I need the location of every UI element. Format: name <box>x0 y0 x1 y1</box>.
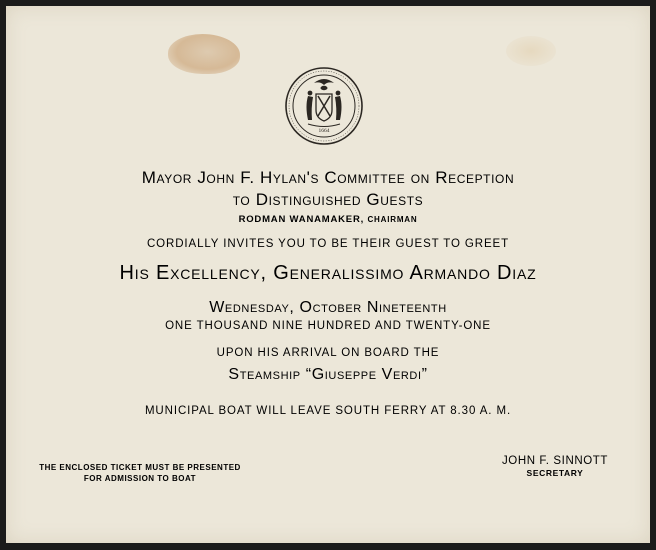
ticket-note <box>30 462 250 484</box>
secretary-title: SECRETARY <box>526 468 584 478</box>
seal-year: 1664 <box>318 128 330 134</box>
committee-heading: Mayor John F. Hylan's Committee on Reception <box>141 168 515 187</box>
ticket-note-line: FOR ADMISSION TO BOAT <box>83 474 197 483</box>
arrival-line: UPON HIS ARRIVAL ON BOARD THE <box>216 347 440 359</box>
guest-name: His Excellency, Generalissimo Armando Diaz <box>119 262 537 284</box>
secretary-name: JOHN F. SINNOTT <box>501 455 609 467</box>
water-stain <box>168 34 240 74</box>
ship-name: Steamship “Giuseppe Verdi” <box>228 366 428 383</box>
city-seal-icon <box>284 66 364 146</box>
event-year: ONE THOUSAND NINE HUNDRED AND TWENTY-ONE <box>165 320 491 332</box>
ticket-note-line: THE ENCLOSED TICKET MUST BE PRESENTED <box>39 463 241 472</box>
event-date: Wednesday, October Nineteenth <box>209 299 447 316</box>
paper-stain <box>506 36 556 66</box>
boat-departure-line: MUNICIPAL BOAT WILL LEAVE SOUTH FERRY AT 8.30 A. M. <box>144 405 512 417</box>
secretary-signature-block <box>490 455 620 478</box>
invite-line: CORDIALLY INVITES YOU TO BE THEIR GUEST TO GREET <box>146 238 510 250</box>
committee-heading-continued: to Distinguished Guests <box>232 190 424 209</box>
chairman-line: RODMAN WANAMAKER, CHAIRMAN <box>238 214 418 225</box>
